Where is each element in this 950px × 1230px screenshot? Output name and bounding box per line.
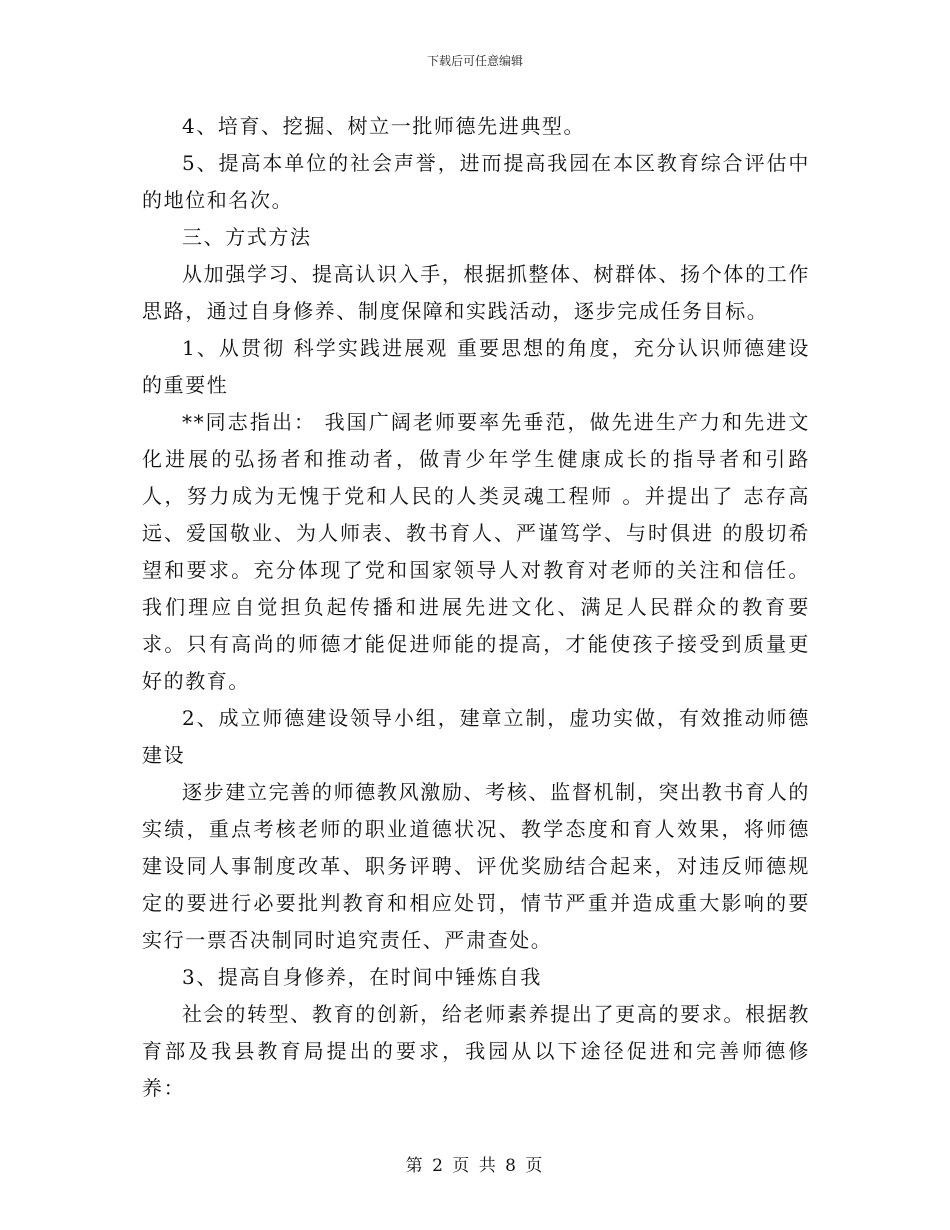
paragraph-item-3-heading: 3、提高自身修养，在时间中锤炼自我	[182, 965, 542, 989]
paragraph-goal-5: 5、提高本单位的社会声誉，进而提高我园在本区教育综合评估中的地位和名次。	[142, 151, 810, 212]
paragraph-item-1-heading: 1、从贯彻 科学实践进展观 重要思想的角度，充分认识师德建设的重要性	[142, 336, 810, 397]
paragraph-item-1-body: **同志指出： 我国广阔老师要率先垂范，做先进生产力和先进文化进展的弘扬者和推动者，做青少年学生健康成长的指导者和引路人，努力成为无愧于党和人民的人类灵魂工程师 。并提出了 志存高远、爱国敬业、为人师表、教书育人、严谨笃学、与时俱进 的殷切希望和要求。充分体现了党和国家领导人对教育对老师的关注和信任。我们理应自觉担负起传播和进展先进文化、满足人民群众的教育要求。只有高尚的师德才能促进师能的提高，才能使孩子接受到质量更好的教育。	[142, 410, 810, 693]
paragraph-methods-intro: 从加强学习、提高认识入手，根据抓整体、树群体、扬个体的工作思路，通过自身修养、制度保障和实践活动，逐步完成任务目标。	[142, 262, 810, 323]
paragraph-item-3-body: 社会的转型、教育的创新，给老师素养提出了更高的要求。根据教育部及我县教育局提出的要求，我园从以下途径促进和完善师德修养：	[142, 1002, 810, 1100]
document-body	[142, 108, 810, 1107]
paragraph-item-2-body: 逐步建立完善的师德教风激励、考核、监督机制，突出教书育人的实绩，重点考核老师的职业道德状况、教学态度和育人效果，将师德建设同人事制度改革、职务评聘、评优奖励结合起来，对违反师德规定的要进行必要批判教育和相应处罚，情节严重并造成重大影响的要实行一票否决制同时追究责任、严肃查处。	[142, 780, 810, 952]
page-header-note: 下载后可任意编辑	[426, 54, 523, 68]
section-heading-methods: 三、方式方法	[182, 225, 312, 249]
paragraph-goal-4: 4、培育、挖掘、树立一批师德先进典型。	[182, 114, 586, 138]
page-number-footer: 第 2 页 共 8 页	[405, 1156, 545, 1176]
paragraph-item-2-heading: 2、成立师德建设领导小组，建章立制，虚功实做，有效推动师德建设	[142, 706, 810, 767]
